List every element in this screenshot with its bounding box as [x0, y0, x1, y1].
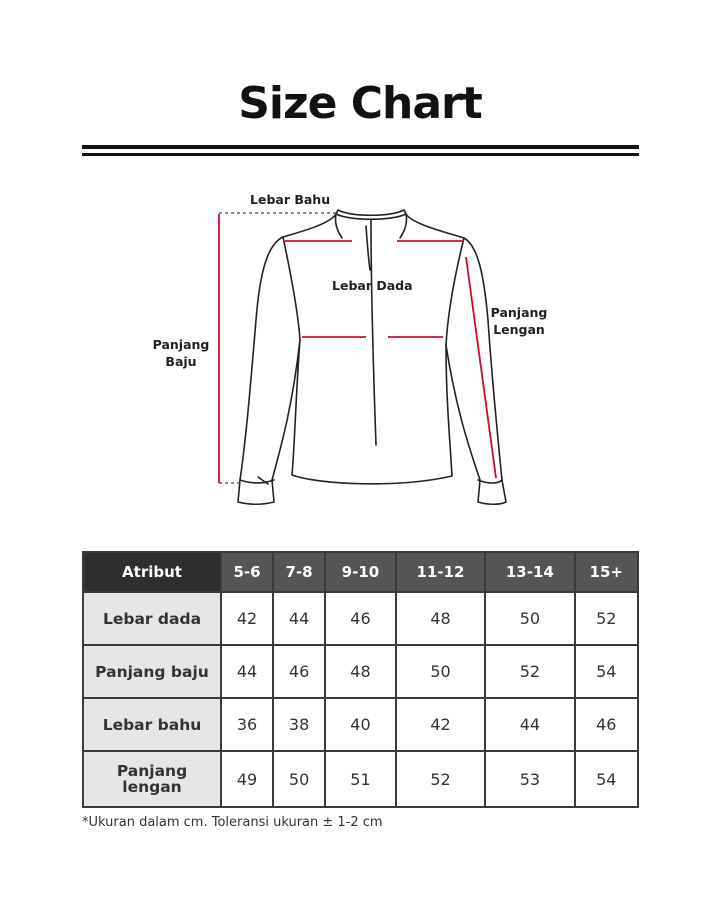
- label-panjang-lengan-line1: Panjang: [490, 305, 548, 320]
- header-atribut: Atribut: [83, 552, 221, 592]
- table-cell: 44: [485, 698, 574, 751]
- table-cell: 48: [396, 592, 485, 645]
- table-cell: 44: [273, 592, 325, 645]
- table-row: [83, 751, 638, 807]
- header-size: 5-6: [221, 552, 273, 592]
- table-cell: 54: [575, 751, 638, 807]
- size-table: [82, 551, 639, 808]
- table-cell: 46: [325, 592, 396, 645]
- table-cell: 44: [221, 645, 273, 698]
- header-size: 15+: [575, 552, 638, 592]
- table-cell: 48: [325, 645, 396, 698]
- title-divider-bottom: [82, 153, 639, 156]
- row-label-text: Panjang lengan: [116, 762, 188, 796]
- table-cell: 36: [221, 698, 273, 751]
- row-label: [83, 751, 221, 807]
- placket: [371, 220, 376, 445]
- tolerance-note: *Ukuran dalam cm. Toleransi ukuran ± 1-2 cm: [82, 815, 383, 830]
- shirt-diagram: [0, 180, 720, 520]
- label-panjang-lengan-line2: Lengan: [493, 322, 545, 337]
- table-cell: 53: [485, 751, 574, 807]
- table-cell: 40: [325, 698, 396, 751]
- table-cell: 52: [575, 592, 638, 645]
- header-size: 9-10: [325, 552, 396, 592]
- title-divider-top: [82, 145, 639, 149]
- table-cell: 46: [575, 698, 638, 751]
- page-title: Size Chart: [238, 78, 482, 129]
- table-row: [83, 698, 638, 751]
- label-panjang-baju: [152, 336, 210, 370]
- row-label: Lebar dada: [83, 592, 221, 645]
- table-cell: 38: [273, 698, 325, 751]
- collar: [336, 210, 406, 219]
- label-panjang-lengan: [489, 304, 549, 338]
- table-cell: 42: [221, 592, 273, 645]
- header-size: 7-8: [273, 552, 325, 592]
- table-cell: 51: [325, 751, 396, 807]
- table-cell: 42: [396, 698, 485, 751]
- header-size: 11-12: [396, 552, 485, 592]
- table-cell: 52: [396, 751, 485, 807]
- label-lebar-dada: Lebar Dada: [332, 278, 413, 293]
- table-row: [83, 645, 638, 698]
- measure-lines: [219, 214, 496, 483]
- shirt-illustration: [0, 180, 720, 520]
- table-cell: 54: [575, 645, 638, 698]
- label-panjang-baju-line1: Panjang: [152, 337, 210, 352]
- row-label: Panjang baju: [83, 645, 221, 698]
- table-cell: 52: [485, 645, 574, 698]
- header-size: 13-14: [485, 552, 574, 592]
- table-cell: 49: [221, 751, 273, 807]
- row-label: Lebar bahu: [83, 698, 221, 751]
- table-cell: 50: [396, 645, 485, 698]
- table-cell: 50: [485, 592, 574, 645]
- table-cell: 50: [273, 751, 325, 807]
- label-panjang-baju-line2: Baju: [165, 354, 197, 369]
- table-cell: 46: [273, 645, 325, 698]
- table-row: [83, 592, 638, 645]
- label-lebar-bahu: Lebar Bahu: [250, 192, 331, 207]
- table-header-row: [83, 552, 638, 592]
